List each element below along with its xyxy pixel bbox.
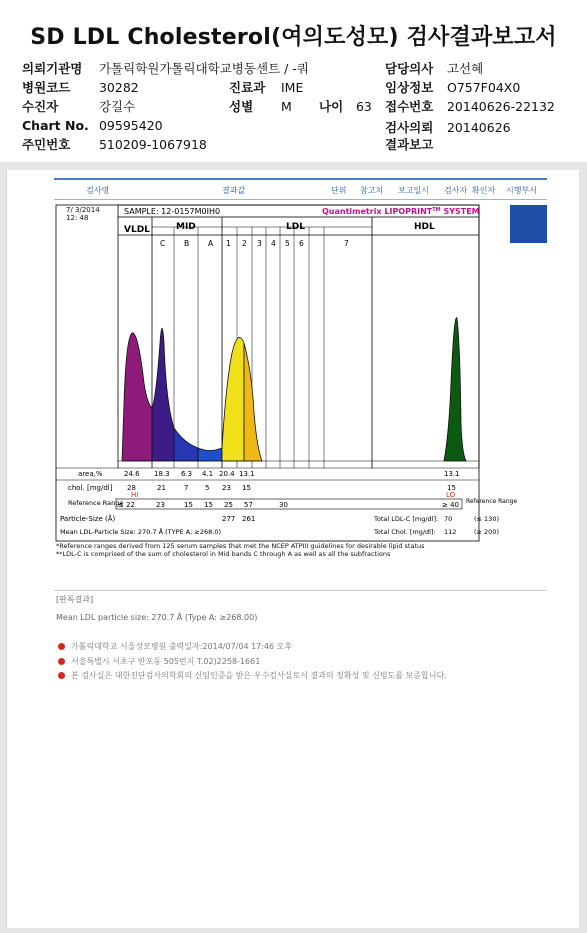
side-blue-block [510, 205, 547, 243]
total-chol-ref: (≥ 200) [474, 528, 499, 536]
department-label: 진료과 [229, 80, 266, 95]
chart-row [22, 118, 163, 133]
header-reference: 참고치 [360, 186, 384, 195]
mid-a-area [198, 448, 222, 461]
receipt-value: 20140626-22132 [446, 99, 555, 114]
ref-range-box [116, 499, 462, 509]
band-mid-label: MID [176, 222, 196, 232]
receipt-row [385, 97, 555, 115]
institution-value: 가톨릭학원가톨릭대학교병동센트 / -쿼 [98, 61, 309, 76]
ldl-subband-1: 2 [242, 239, 247, 248]
interpretation-separator [54, 590, 547, 591]
ldl-subband-0: 1 [226, 239, 231, 248]
mid-b-area [174, 428, 198, 461]
patient-label: 수진자 [22, 99, 59, 114]
mid-c-peak [152, 328, 174, 461]
ldl-subband-6: 7 [344, 239, 349, 248]
footnotes [56, 542, 425, 558]
sex-value: M [280, 99, 292, 114]
chart-label: Chart No. [22, 118, 89, 133]
header-test-name: 검사명 [86, 186, 110, 195]
ldl-subband-3: 4 [271, 239, 276, 248]
area-value-3: 4.1 [202, 470, 214, 478]
total-ldl-label: Total LDL-C [mg/dl]: [374, 515, 439, 523]
header-report-date: 보고일시 [398, 186, 429, 195]
chol-value-0: 28 [127, 484, 136, 492]
institution-row [22, 59, 309, 77]
request-row [385, 118, 511, 136]
hospital-code-value: 30282 [98, 80, 139, 95]
interpretation-title: [판독결과] [56, 595, 94, 604]
result-label: 결과보고 [385, 137, 434, 152]
area-value-1: 18.3 [154, 470, 170, 478]
total-ldl-ref: (≤ 130) [474, 515, 499, 523]
sample-id: SAMPLE: 12-0157M0IH0 [124, 207, 221, 216]
ldl-subband-2: 3 [257, 239, 262, 248]
mean-ldl-size: Mean LDL-Particle Size: 270.7 Å (TYPE A; ≥268.0) [60, 528, 221, 536]
area-value-2: 6.3 [181, 470, 193, 478]
bullet-icon [58, 658, 65, 665]
particle-row-label: Particle-Size (Å) [60, 515, 116, 523]
request-value: 20140626 [446, 120, 511, 135]
ref-value-6: 30 [279, 501, 288, 509]
chol-value-6: 15 [447, 484, 456, 492]
vldl-hi-flag: HI [131, 491, 139, 499]
mid-subband-2: A [208, 239, 214, 248]
hdl-lo-flag: LO [446, 491, 456, 499]
ldl1-peak [222, 337, 244, 461]
header-result: 결과값 [222, 186, 246, 195]
mid-subband-1: B [184, 239, 190, 248]
request-label: 검사의뢰 [385, 120, 434, 135]
sex-row [229, 97, 292, 115]
print-time: 12: 48 [66, 214, 89, 222]
report-frame [56, 205, 479, 541]
doctor-label: 담당의사 [385, 61, 434, 76]
ref-value-2: 15 [184, 501, 193, 509]
total-chol-label: Total Chol. [mg/dl]: [374, 528, 436, 536]
clinical-value: O757F04X0 [446, 80, 521, 95]
table-header-bottom-rule [54, 199, 547, 200]
ref-values [118, 501, 459, 509]
id-label: 주민번호 [22, 137, 71, 152]
receipt-label: 접수번호 [385, 99, 434, 114]
department-row [229, 78, 303, 96]
area-row-label: area,% [78, 470, 103, 478]
header-tester: 검사자 [444, 186, 468, 195]
footer-line-2: 서울특별시 서초구 반포동 505번지 T.02)2258-1661 [58, 656, 260, 667]
side-ref-label: Reference Range [466, 498, 518, 505]
area-value-4: 20.4 [219, 470, 235, 478]
id-value: 510209-1067918 [98, 137, 207, 152]
chol-row-label: chol. [mg/dl] [68, 484, 113, 492]
result-table-header [54, 181, 547, 199]
band-ldl-label: LDL [286, 222, 305, 232]
institution-label: 의뢰기관명 [22, 61, 83, 76]
header-unit: 단위 [331, 186, 347, 195]
doctor-value: 고선혜 [446, 61, 484, 76]
footer-line-3: 본 검사실은 대한진단검사의학회의 신임인증을 받은 우수검사실로서 결과의 정확성 및 신빙도를 보증합니다. [58, 670, 447, 681]
department-value: IME [280, 80, 304, 95]
result-row [385, 135, 443, 153]
print-date: 7/ 3/2014 [66, 206, 100, 214]
ldl-subband-5: 6 [299, 239, 304, 248]
mid-subband-labels [160, 239, 214, 248]
chol-value-5: 15 [242, 484, 251, 492]
header-institution: 시행부서 [506, 186, 537, 195]
band-hdl-label: HDL [414, 222, 435, 232]
area-value-5: 13.1 [239, 470, 255, 478]
sex-label: 성별 [229, 99, 254, 114]
ldl-subband-labels [226, 239, 349, 248]
report-title: SD LDL Cholesterol(여의도성모) 검사결과보고서 [30, 25, 557, 50]
total-chol-value: 112 [444, 528, 457, 536]
footnote-1: *Reference ranges derived from 125 serum samples that met the NCEP ATPIII guidelines for desirable lipid status [56, 542, 425, 550]
ref-value-7: ≥ 40 [442, 501, 459, 509]
chol-value-2: 7 [184, 484, 189, 492]
ldl2-peak [244, 343, 262, 461]
table-header-top-rule [54, 178, 547, 180]
hospital-code-row [22, 78, 139, 96]
age-value: 63 [355, 99, 372, 114]
patient-value: 강길수 [98, 99, 136, 114]
ldl-subband-4: 5 [285, 239, 290, 248]
patient-row [22, 97, 135, 115]
chol-values [127, 484, 456, 492]
footnote-2: **LDL-C is comprised of the sum of cholesterol in Mid bands C through A as well as all the subfractions [56, 550, 391, 558]
hdl-peak [444, 318, 466, 461]
ref-value-5: 57 [244, 501, 253, 509]
chol-value-1: 21 [157, 484, 166, 492]
area-value-0: 24.6 [124, 470, 140, 478]
interpretation-text: Mean LDL particle size: 270.7 Å (Type A: ≥268.00) [56, 613, 258, 622]
total-ldl-value: 70 [444, 515, 453, 523]
age-row [319, 97, 372, 115]
band-vldl-label: VLDL [124, 225, 150, 235]
chol-value-3: 5 [205, 484, 210, 492]
lipoprint-report [54, 203, 518, 543]
bullet-icon [58, 672, 65, 679]
area-value-6: 13.1 [444, 470, 460, 478]
mid-subband-0: C [160, 239, 166, 248]
lipoprint-brand: Quantimetrix LIPOPRINT™ SYSTEM [322, 207, 480, 216]
ref-value-4: 25 [224, 501, 233, 509]
footer-line-1: 가톨릭대학교 서울성모병원 출력일자:2014/07/04 17:46 오후 [58, 641, 292, 652]
header-confirmer: 확인자 [472, 186, 496, 195]
particle-size-value-0: 277 [222, 515, 236, 523]
clinical-row [385, 78, 520, 96]
chart-value: 09595420 [98, 118, 163, 133]
ref-value-3: 15 [204, 501, 213, 509]
age-label: 나이 [319, 99, 344, 114]
particle-size-value-1: 261 [242, 515, 256, 523]
hospital-code-label: 병원코드 [22, 80, 71, 95]
chol-value-4: 23 [222, 484, 231, 492]
ref-value-1: 23 [156, 501, 165, 509]
area-values [124, 470, 460, 478]
clinical-label: 임상정보 [385, 80, 434, 95]
doctor-row [385, 59, 483, 77]
ref-value-0: ≤ 22 [118, 501, 135, 509]
vldl-peak [122, 333, 152, 461]
ref-row-label: Reference Range [68, 499, 124, 507]
particle-size-values [222, 515, 255, 523]
id-row [22, 135, 207, 153]
bullet-icon [58, 643, 65, 650]
